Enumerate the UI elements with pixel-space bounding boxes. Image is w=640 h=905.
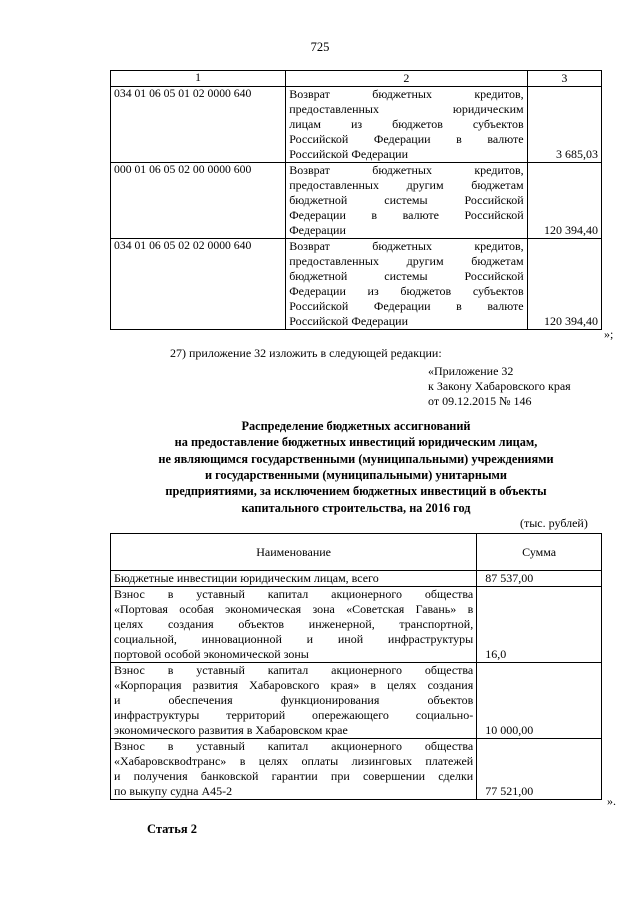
description-line: Российской Федерации в валюте	[289, 299, 524, 313]
description-line: Возврат бюджетных кредитов,	[289, 239, 524, 253]
investments-table	[110, 533, 602, 800]
description-line: «Корпорация развития Хабаровского края» в целях создания	[114, 678, 474, 692]
title-line: предприятиями, за исключением бюджетных инвестиций в объекты	[165, 484, 547, 499]
table-header-row	[111, 71, 602, 87]
title-line: на предоставление бюджетных инвестиций юридическим лицам,	[174, 435, 538, 450]
row-amount: 3 685,03	[527, 87, 601, 163]
description-line: инфраструктуры территорий опережающего социально-	[114, 708, 474, 722]
table-header-row	[111, 534, 602, 571]
description-line: Взнос в уставный капитал акционерного общества	[114, 587, 474, 601]
total-row	[111, 571, 602, 587]
units-label: (тыс. рублей)	[520, 516, 588, 530]
amendment-item-27: 27) приложение 32 изложить в следующей редакции:	[170, 346, 442, 360]
table-row	[111, 163, 602, 239]
table-row	[111, 239, 602, 330]
description-line: «Портовая особая экономическая зона «Советская Гавань» в	[114, 602, 474, 616]
row-amount: 120 394,40	[527, 239, 601, 330]
description-line: Взнос в уставный капитал акционерного общества	[114, 663, 474, 677]
appendix-line: к Закону Хабаровского края	[428, 379, 571, 394]
column-2-header: 2	[286, 71, 527, 87]
description-line: целях создания объектов инженерной, транспортной,	[114, 617, 474, 631]
page-number: 725	[310, 40, 330, 54]
table-row	[111, 739, 602, 800]
title-line: капитального строительства, на 2016 год	[241, 500, 471, 515]
description-line: и получения банковской гарантии при совершении сделки	[114, 769, 474, 783]
sum-column-header: Сумма	[477, 534, 602, 571]
description-line: Взнос в уставный капитал акционерного общества	[114, 739, 474, 753]
description-line: Федерации в валюте Российской	[289, 208, 524, 222]
description-line: бюджетной системы Российской	[289, 193, 524, 207]
table1-closing-quote: »;	[604, 327, 614, 341]
description-line: экономического развития в Хабаровском крае	[114, 723, 348, 737]
row-amount: 120 394,40	[527, 163, 601, 239]
description-line: предоставленных другим бюджетам	[289, 254, 524, 268]
description-line: Российской Федерации в валюте	[289, 132, 524, 146]
description-line: социальной, инновационной и иной инфраструктуры	[114, 632, 474, 646]
description-line: Российской Федерации	[289, 314, 409, 328]
description-line: и обеспечения функционирования объектов	[114, 693, 474, 707]
name-column-header: Наименование	[111, 534, 477, 571]
budget-code: 000 01 06 05 02 00 0000 600	[111, 163, 286, 239]
description-line: Возврат бюджетных кредитов,	[289, 87, 524, 101]
title-line: не являющимся государственными (муниципальными) учреждениями	[158, 451, 554, 466]
total-amount: 87 537,00	[477, 571, 602, 587]
description-line: лицам из бюджетов субъектов	[289, 117, 524, 131]
row-description	[286, 163, 527, 239]
section-title	[110, 418, 602, 516]
budget-credits-table	[110, 70, 602, 330]
description-line: Возврат бюджетных кредитов,	[289, 163, 524, 177]
appendix-line: от 09.12.2015 № 146	[428, 394, 532, 409]
row-amount: 10 000,00	[477, 663, 602, 739]
description-line: портовой особой экономической зоны	[114, 647, 309, 661]
row-description	[111, 663, 477, 739]
description-line: предоставленных другим бюджетам	[289, 178, 524, 192]
description-line: по выкупу судна А45-2	[114, 784, 233, 798]
budget-code: 034 01 06 05 02 02 0000 640	[111, 239, 286, 330]
appendix-reference	[428, 364, 571, 410]
description-line: Российской Федерации	[289, 147, 409, 161]
row-amount: 77 521,00	[477, 739, 602, 800]
row-amount: 16,0	[477, 587, 602, 663]
table-row	[111, 87, 602, 163]
table2-closing-quote: ».	[607, 794, 616, 808]
total-name: Бюджетные инвестиции юридическим лицам, всего	[111, 571, 477, 587]
row-description	[286, 87, 527, 163]
table-row	[111, 663, 602, 739]
column-1-header: 1	[111, 71, 286, 87]
description-line: бюджетной системы Российской	[289, 269, 524, 283]
row-description	[111, 739, 477, 800]
column-3-header: 3	[527, 71, 601, 87]
article-heading: Статья 2	[147, 822, 197, 836]
title-line: и государственными (муниципальными) унитарными	[204, 468, 508, 483]
row-description	[286, 239, 527, 330]
description-line: Федерации	[289, 223, 346, 237]
row-description	[111, 587, 477, 663]
table-row	[111, 587, 602, 663]
title-line: Распределение бюджетных ассигнований	[241, 419, 471, 433]
description-line: предоставленных юридическим	[289, 102, 524, 116]
description-line: «Хабаровсквodтранс» в целях оплаты лизинговых платежей	[114, 754, 474, 768]
budget-code: 034 01 06 05 01 02 0000 640	[111, 87, 286, 163]
description-line: Федерации из бюджетов субъектов	[289, 284, 524, 298]
appendix-line: «Приложение 32	[428, 364, 514, 378]
